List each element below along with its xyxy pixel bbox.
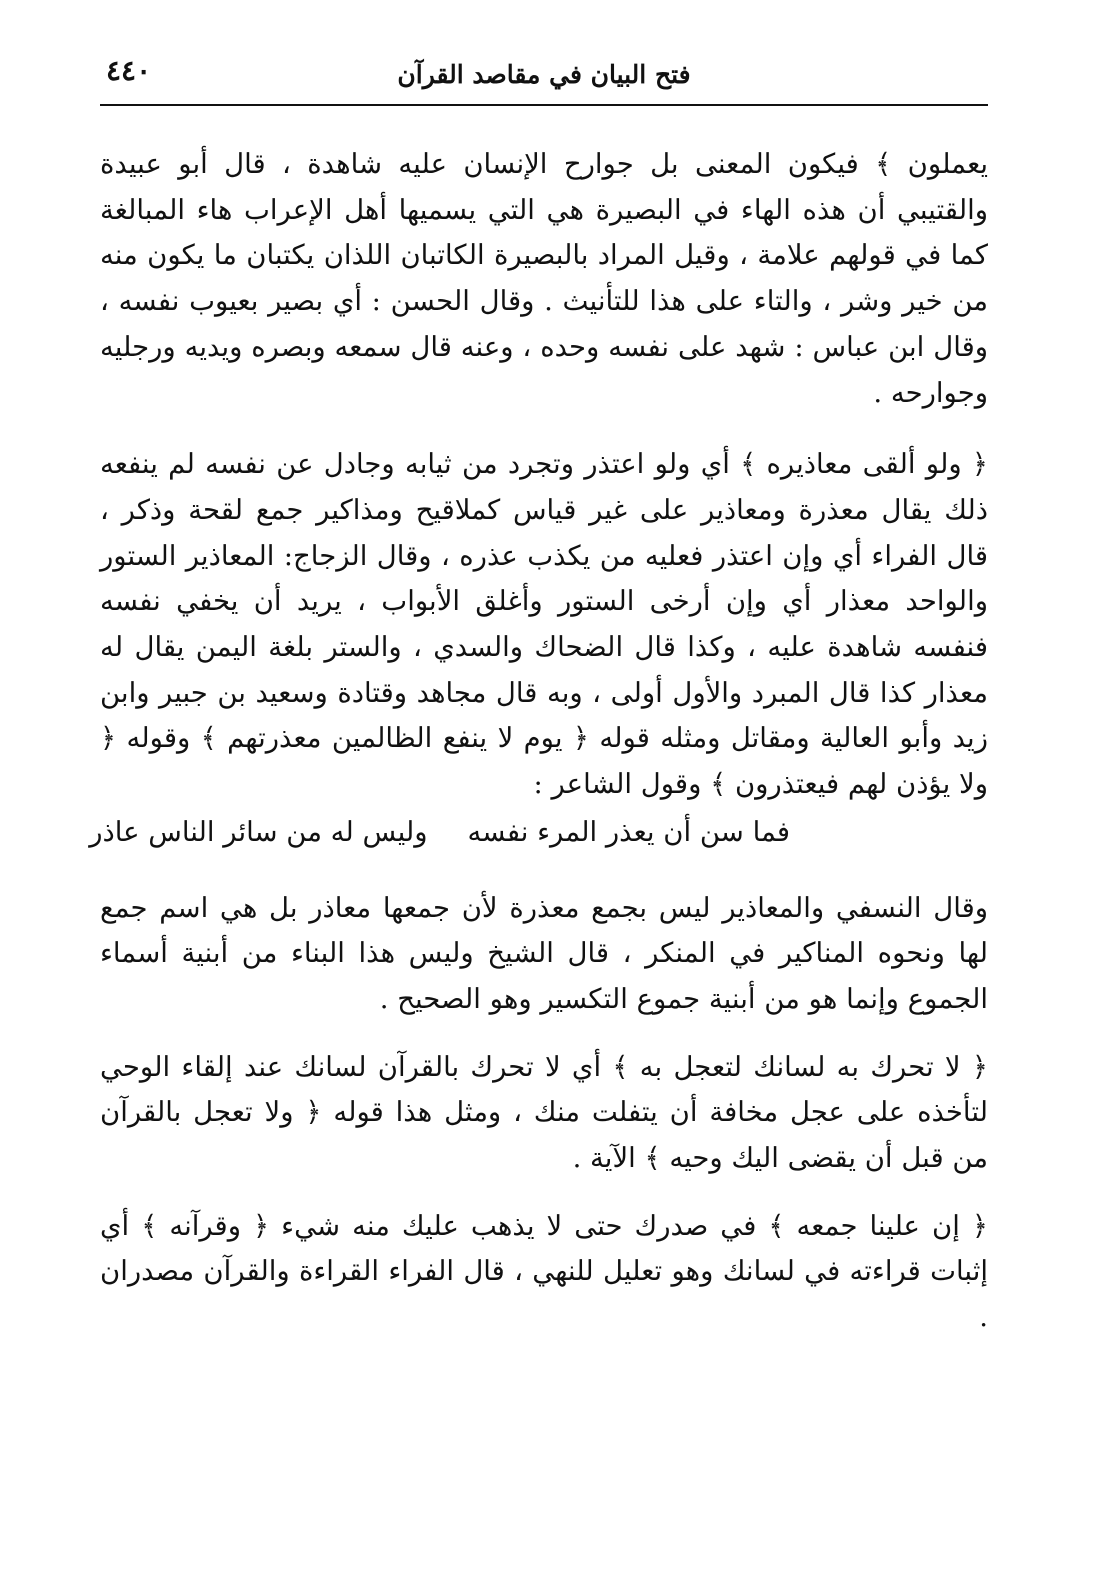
paragraph-3: وقال النسفي والمعاذير ليس بجمع معذرة لأن جمعها معاذر بل هي اسم جمع لها ونحوه المناكير في المنكر ، قال الشيخ وليس هذا البناء من أبنية أسماء الجموع وإنما هو من أبنية جموع التكسير وهو الصحيح . bbox=[100, 891, 988, 1015]
verse-second-hemistich: وليس له من سائر الناس عاذر bbox=[89, 815, 428, 848]
page-body bbox=[89, 142, 988, 1341]
paragraph-4: ﴿ لا تحرك به لسانك لتعجل به ﴾ أي لا تحرك بالقرآن لسانك عند إلقاء الوحي لتأخذه على عجل مخافة أن يتفلت منك ، ومثل هذا قوله ﴿ ولا تعجل بالقرآن من قبل أن يقضى اليك وحيه ﴾ الآية . bbox=[100, 1050, 988, 1175]
paragraph-5: ﴿ إن علينا جمعه ﴾ في صدرك حتى لا يذهب عليك منه شيء ﴿ وقرآنه ﴾ أي إثبات قراءته في لسانك وهو تعليل للنهي ، قال الفراء القراءة والقرآن مصدران . bbox=[100, 1209, 988, 1334]
page-number: ٤٤٠ bbox=[106, 54, 152, 87]
poetry-verse bbox=[89, 810, 988, 856]
page-header bbox=[100, 52, 988, 104]
header-rule bbox=[100, 104, 988, 106]
running-title: فتح البيان في مقاصد القرآن bbox=[397, 60, 691, 89]
paragraph-1: يعملون ﴾ فيكون المعنى بل جوارح الإنسان عليه شاهدة ، قال أبو عبيدة والقتيبي أن هذه الهاء في البصيرة هي التي يسميها أهل الإعراب هاء المبالغة كما في قولهم علامة ، وقيل المراد بالبصيرة الكاتبان اللذان يكتبان ما يكون منه من خير وشر ، والتاء على هذا للتأنيث . وقال الحسن : أي بصير بعيوب نفسه ، وقال ابن عباس : شهد على نفسه وحده ، وعنه قال سمعه وبصره ويديه ورجليه وجوارحه . bbox=[100, 148, 988, 409]
paragraph-2: ﴿ ولو ألقى معاذيره ﴾ أي ولو اعتذر وتجرد من ثيابه وجادل عن نفسه لم ينفعه ذلك يقال معذرة ومعاذير على غير قياس كملاقيح ومذاكير جمع لقحة وذكر ، قال الفراء أي وإن اعتذر فعليه من يكذب عذره ، وقال الزجاج: المعاذير الستور والواحد معذار أي وإن أرخى الستور وأغلق الأبواب ، يريد أن يخفي نفسه فنفسه شاهدة عليه ، وكذا قال الضحاك والسدي ، والستر بلغة اليمن يقال له معذار كذا قال المبرد والأول أولى ، وبه قال مجاهد وقتادة وسعيد بن جبير وابن زيد وأبو العالية ومقاتل ومثله قوله ﴿ يوم لا ينفع الظالمين معذرتهم ﴾ وقوله ﴿ ولا يؤذن لهم فيعتذرون ﴾ وقول الشاعر : bbox=[100, 448, 988, 801]
verse-first-hemistich: فما سن أن يعذر المرء نفسه bbox=[467, 815, 790, 848]
